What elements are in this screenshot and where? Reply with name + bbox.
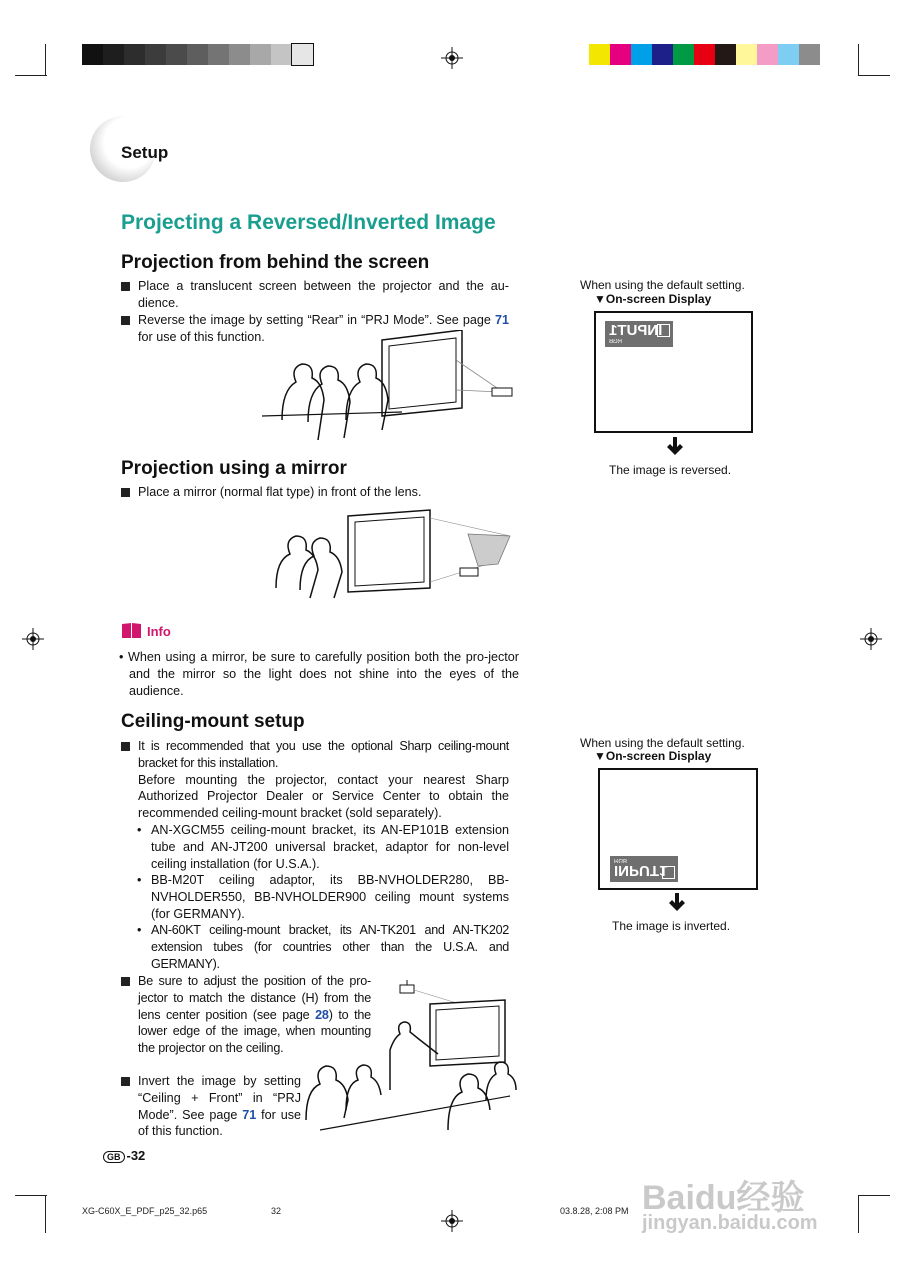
rear-heading: Projection from behind the screen bbox=[121, 252, 430, 273]
rear-bullet-1: Place a translucent screen between the projector and the au-dience. bbox=[121, 278, 509, 312]
osd-input-label: INPUT1 RGB bbox=[610, 856, 678, 882]
page-link[interactable]: 71 bbox=[242, 1107, 257, 1122]
mirror-projection-illustration bbox=[268, 508, 518, 608]
calibration-swatch bbox=[652, 44, 673, 65]
ceiling-bullet-2: Be sure to adjust the position of the pro-jector to match the distance (H) from the lens center position (see page 28) to the lower edge of the image, when mounting the projector on the ceiling. bbox=[121, 973, 371, 1057]
registration-mark-icon bbox=[441, 1210, 463, 1232]
calibration-swatch bbox=[799, 44, 820, 65]
calibration-swatch bbox=[736, 44, 757, 65]
watermark-logo: Baidu经验 bbox=[642, 1179, 805, 1217]
ceiling-heading: Ceiling-mount setup bbox=[121, 711, 305, 732]
registration-mark-icon bbox=[441, 47, 463, 69]
page-title: Projecting a Reversed/Inverted Image bbox=[121, 211, 496, 234]
ceiling-mount-illustration bbox=[300, 980, 520, 1140]
calibration-swatch bbox=[103, 44, 124, 65]
calibration-swatch bbox=[292, 44, 313, 65]
calibration-swatch bbox=[124, 44, 145, 65]
info-text: • When using a mirror, be sure to carefully position both the pro-jector and the mirror so the light does not shine into the eyes of the audience. bbox=[119, 650, 519, 698]
calibration-swatch bbox=[82, 44, 103, 65]
page-link[interactable]: 28 bbox=[315, 1007, 329, 1022]
footer-page: 32 bbox=[271, 1206, 282, 1216]
osd-title: ▼On-screen Display bbox=[594, 749, 712, 763]
footer-date: 03.8.28, 2:08 PM bbox=[560, 1206, 629, 1216]
watermark-url: jingyan.baidu.com bbox=[642, 1212, 818, 1234]
page-number: GB -32 bbox=[103, 1148, 145, 1163]
calibration-swatch bbox=[166, 44, 187, 65]
calibration-swatch bbox=[229, 44, 250, 65]
calibration-swatch bbox=[187, 44, 208, 65]
arrow-down-icon bbox=[665, 436, 685, 456]
calibration-swatch bbox=[271, 44, 292, 65]
mirror-bullet-1: Place a mirror (normal flat type) in front of the lens. bbox=[121, 484, 509, 501]
calibration-swatch bbox=[631, 44, 652, 65]
bracket-option-3: • AN-60KT ceiling-mount bracket, its AN-TK201 and AN-TK202 extension tubes (for countries other than the U.S.A. and GERMANY). bbox=[137, 923, 509, 971]
arrow-down-icon bbox=[667, 892, 687, 912]
info-label: Info bbox=[147, 624, 171, 639]
inverted-caption: The image is inverted. bbox=[612, 919, 731, 933]
display-note: When using the default setting. bbox=[580, 278, 745, 292]
mirror-heading: Projection using a mirror bbox=[121, 458, 347, 479]
ceiling-bullet-3: Invert the image by setting “Ceiling + Front” in “PRJ Mode”. See page 71 for use of this function. bbox=[121, 1073, 301, 1140]
section-label: Setup bbox=[121, 143, 169, 162]
calibration-swatch bbox=[778, 44, 799, 65]
inverted-screen bbox=[598, 768, 758, 890]
calibration-swatch bbox=[694, 44, 715, 65]
osd-input-label: INPUT1 RGB bbox=[605, 321, 673, 347]
ceiling-bullet-1: It is recommended that you use the optional Sharp ceiling-mount bracket for this installation. Before mounting the projector, contact your nearest Sharp Authorized Projector Dealer or Service Center to obtain the recommended ceiling-mount bracket (sold separately). bbox=[121, 738, 509, 822]
reversed-screen bbox=[594, 311, 753, 433]
bracket-option-2: • BB-M20T ceiling adaptor, its BB-NVHOLDER280, BB-NVHOLDER550, BB-NVHOLDER900 ceiling mount systems (for GERMANY). bbox=[137, 873, 509, 921]
page-link[interactable]: 71 bbox=[494, 313, 509, 327]
calibration-swatch bbox=[757, 44, 778, 65]
display-note: When using the default setting. bbox=[580, 736, 745, 750]
calibration-swatch bbox=[145, 44, 166, 65]
calibration-swatch bbox=[250, 44, 271, 65]
bracket-option-1: • AN-XGCM55 ceiling-mount bracket, its AN-EP101B extension tube and AN-JT200 universal bracket, adaptor for non-level ceiling installation (for U.S.A.). bbox=[137, 823, 509, 871]
calibration-swatch bbox=[208, 44, 229, 65]
calibration-swatch bbox=[715, 44, 736, 65]
registration-mark-icon bbox=[22, 628, 44, 650]
rear-projection-illustration bbox=[262, 330, 522, 440]
info-book-icon bbox=[121, 622, 142, 639]
osd-title: ▼On-screen Display bbox=[594, 292, 712, 306]
calibration-swatch bbox=[673, 44, 694, 65]
calibration-swatch bbox=[610, 44, 631, 65]
reversed-caption: The image is reversed. bbox=[609, 463, 732, 477]
registration-mark-icon bbox=[860, 628, 882, 650]
calibration-swatch bbox=[589, 44, 610, 65]
footer-filename: XG-C60X_E_PDF_p25_32.p65 bbox=[82, 1206, 208, 1216]
rear-bullet-2: Reverse the image by setting “Rear” in “PRJ Mode”. See page 71 for use of this function. bbox=[121, 312, 509, 346]
